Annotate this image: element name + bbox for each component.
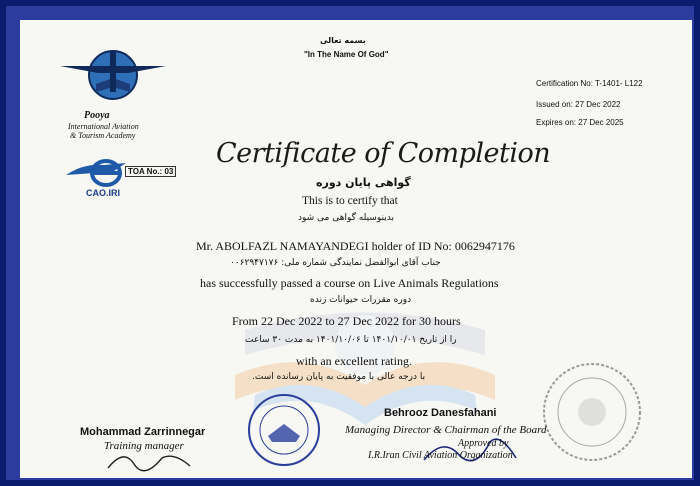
academy-stamp	[246, 392, 322, 468]
certification-number: Certification No: T-1401- L122	[536, 79, 643, 88]
date-range-line: From 22 Dec 2022 to 27 Dec 2022 for 30 hours	[232, 314, 461, 328]
issued-date: Issued on: 27 Dec 2022	[536, 100, 621, 109]
course-line: has successfully passed a course on Live Animals Regulations	[200, 276, 499, 290]
training-manager-name: Mohammad Zarrinnegar	[80, 426, 206, 438]
certificate-title-persian: گواهی پایان دوره	[316, 176, 411, 189]
cao-iri-logo	[64, 157, 128, 189]
certify-line: This is to certify that	[302, 195, 398, 207]
holder-line-persian: جناب آقای ابوالفضل نمایندگی شماره ملی: ۰۰۶۲۹۴۷۱۷۶	[230, 258, 441, 268]
authority-stamp	[540, 360, 644, 464]
academy-subtitle-1: International Aviation	[68, 122, 139, 131]
date-range-line-persian: را از تاریخ ۱۴۰۱/۱۰/۰۱ تا ۱۴۰۱/۱۰/۰۶ به مدت ۳۰ ساعت	[245, 335, 457, 345]
course-line-persian: دوره مقررات حیوانات زنده	[310, 295, 412, 305]
training-manager-title: Training manager	[104, 440, 184, 452]
basmala-english: "In The Name Of God"	[304, 50, 389, 59]
cao-iri-label: CAO.IRI	[86, 188, 121, 198]
pooya-academy-logo	[58, 40, 168, 110]
toa-number: TOA No.: 03	[125, 166, 176, 177]
academy-name: Pooya	[84, 110, 110, 121]
basmala-persian: بسمه تعالی	[320, 36, 366, 45]
approved-by-label: Approved by	[458, 438, 509, 449]
certificate-paper	[20, 20, 692, 478]
expiry-date: Expires on: 27 Dec 2025	[536, 118, 624, 127]
rating-line: with an excellent rating.	[296, 354, 412, 368]
approving-authority: I.R.Iran Civil Aviation Organization	[368, 450, 513, 461]
managing-director-name: Behrooz Danesfahani	[384, 407, 497, 419]
certify-line-persian: بدینوسیله گواهی می شود	[298, 213, 394, 223]
academy-subtitle-2: & Tourism Academy	[70, 131, 136, 140]
certificate-frame	[6, 6, 694, 480]
managing-director-title: Managing Director & Chairman of the Board	[345, 424, 547, 436]
certificate-title: Certificate of Completion	[216, 138, 551, 169]
rating-line-persian: با درجه عالی با موفقیت به پایان رسانده است.	[252, 372, 426, 382]
holder-line: Mr. ABOLFAZL NAMAYANDEGI holder of ID No: 0062947176	[196, 239, 515, 253]
